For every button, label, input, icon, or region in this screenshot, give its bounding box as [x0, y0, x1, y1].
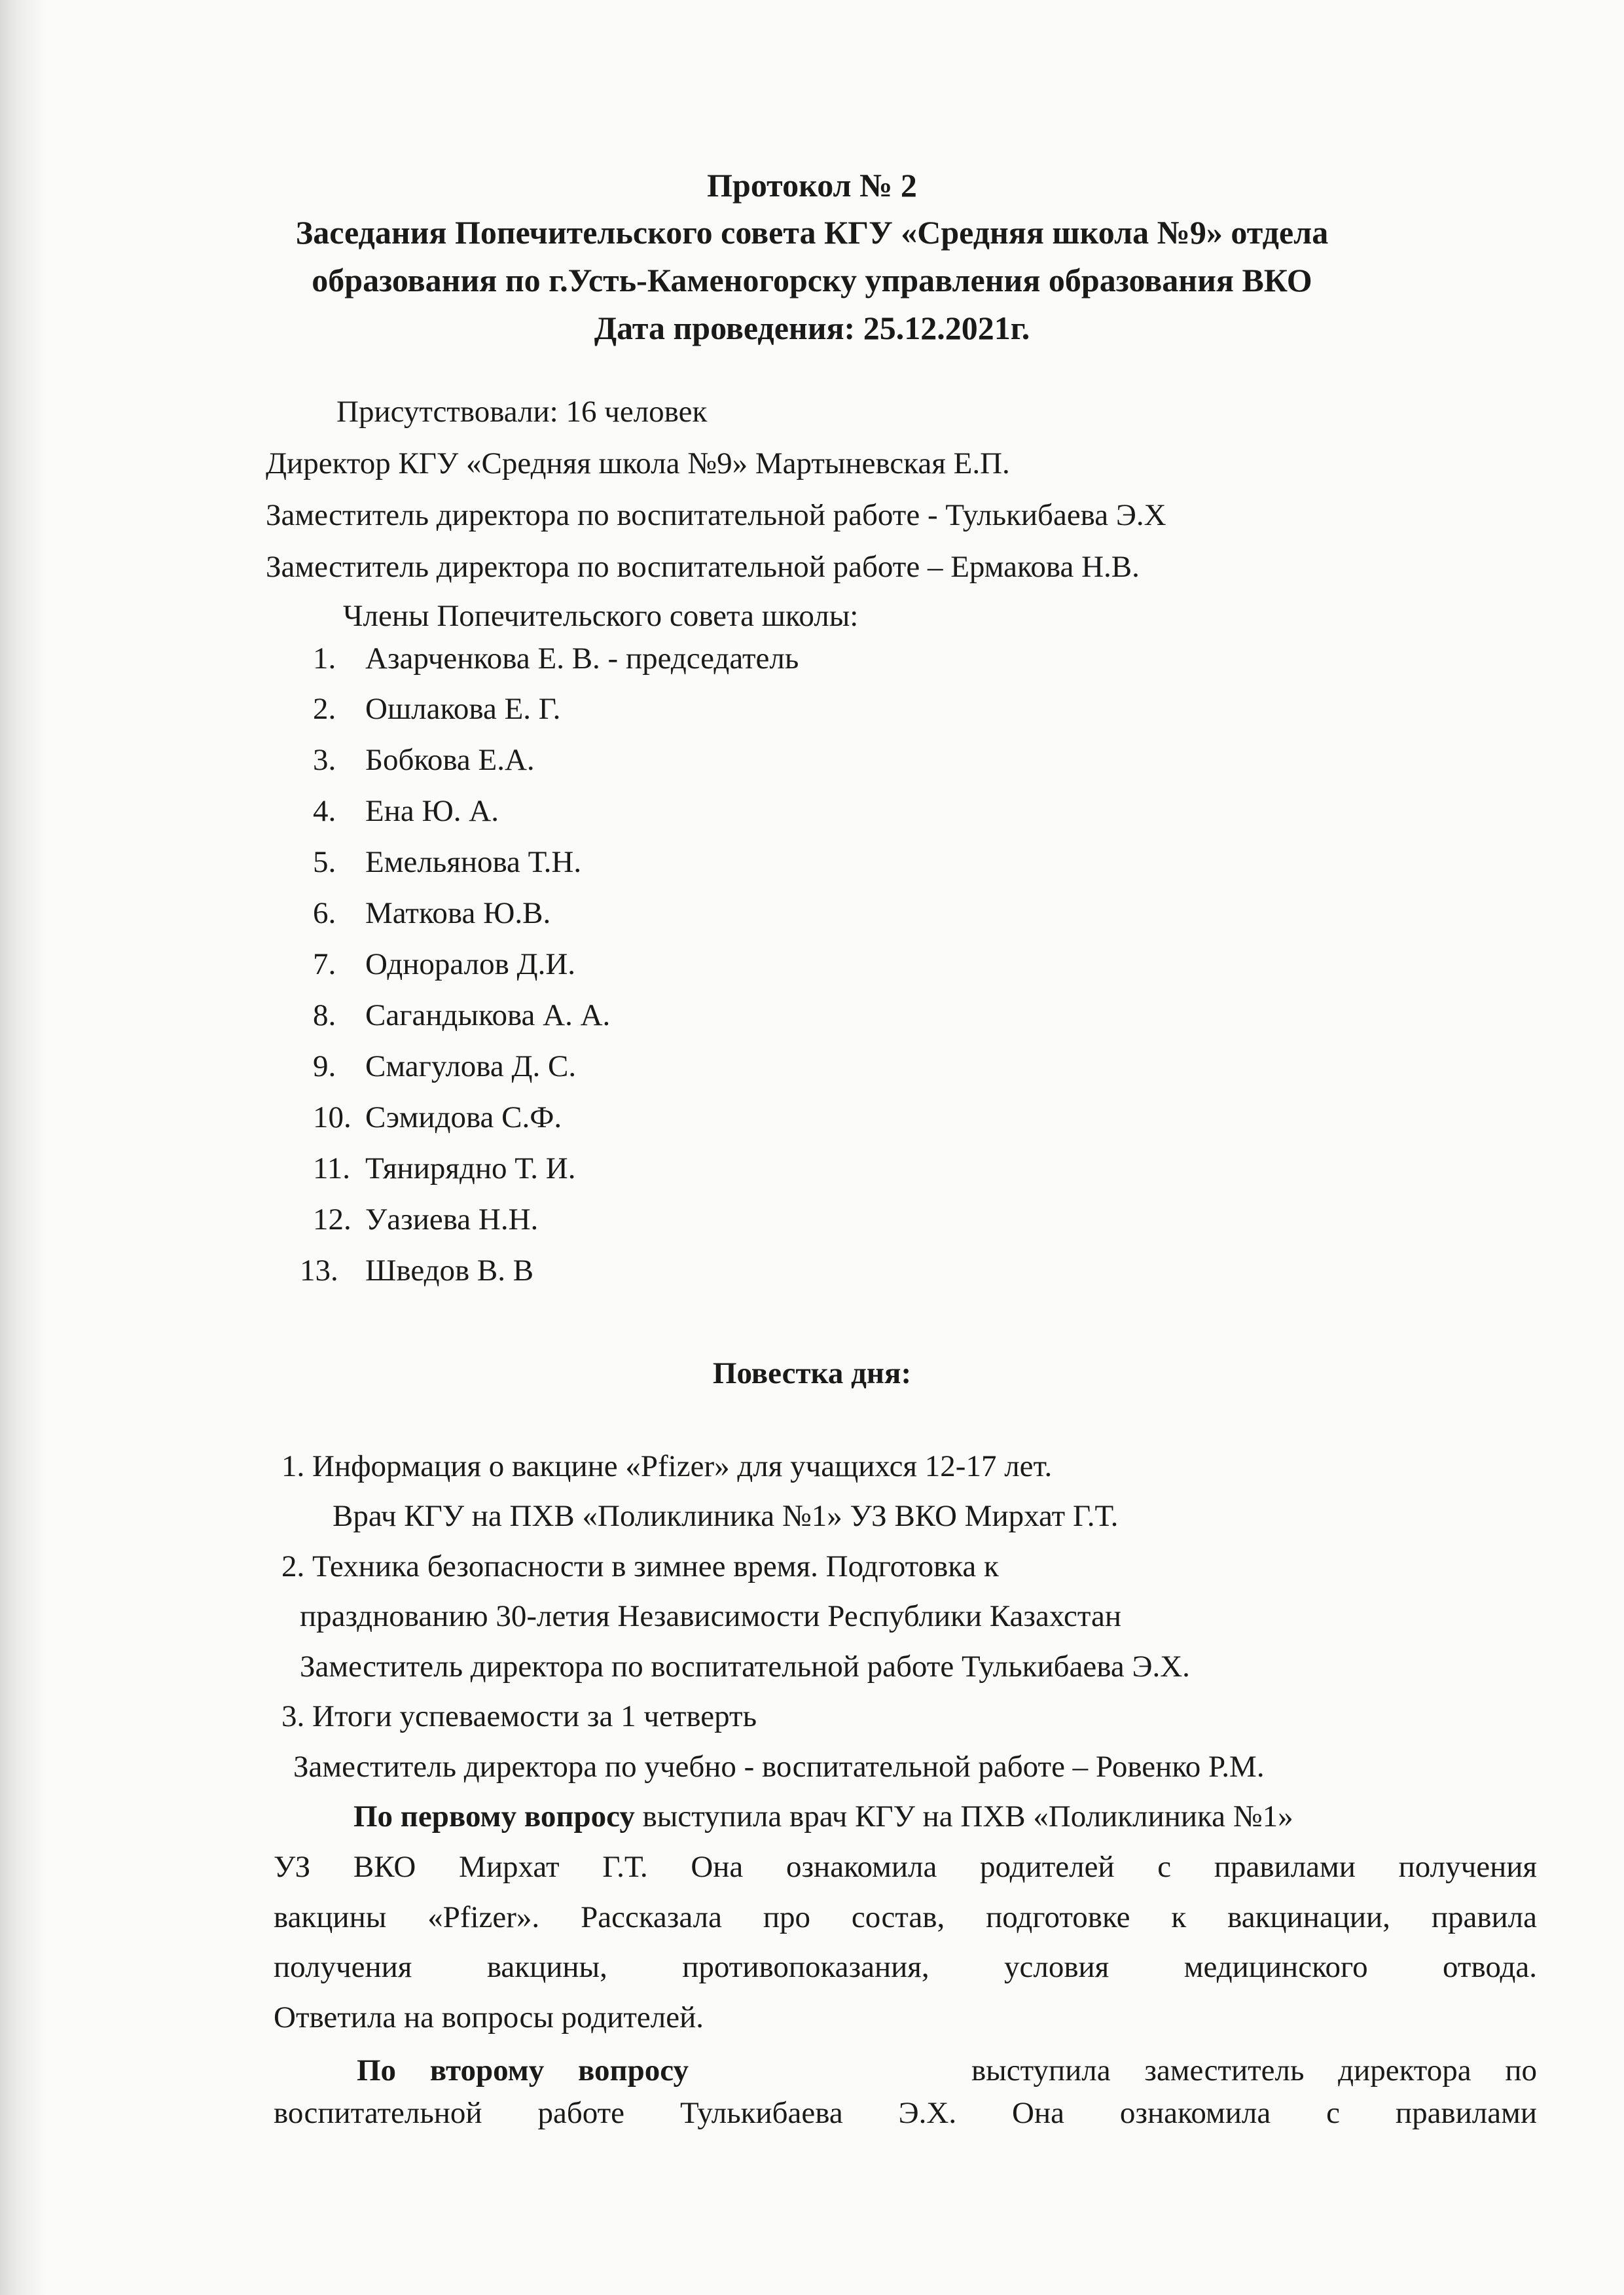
paragraph-2-text: выступила заместитель директора по [971, 2053, 1537, 2087]
list-item-name: Уазиева Н.Н. [365, 1202, 539, 1237]
director-line: Директор КГУ «Средняя школа №9» Мартыневская Е.П. [266, 446, 1010, 480]
list-item-number: 9. [313, 1049, 336, 1083]
list-item-name: Одноралов Д.И. [365, 947, 576, 981]
paragraph-2-line-1 [357, 2055, 1537, 2086]
paragraph-2-lead: По второму вопросу [357, 2053, 689, 2087]
list-item-number: 8. [313, 998, 336, 1032]
paragraph-1-lead: По первому вопросу [353, 1799, 635, 1834]
list-item [313, 949, 575, 980]
paragraph-2-line-2: воспитательной работе Тулькибаева Э.Х. Она ознакомила с правилами [274, 2096, 1537, 2130]
agenda-item-1: 1. Информация о вакцине «Pfizer» для учащихся 12-17 лет. [281, 1449, 1053, 1483]
agenda-item-3-speaker: Заместитель директора по учебно - воспитательной работе – Ровенко Р.М. [293, 1750, 1265, 1784]
list-item [313, 796, 499, 827]
present-count: Присутствовали: 16 человек [336, 395, 708, 429]
list-item-number: 7. [313, 947, 336, 981]
list-item-name: Сэмидова С.Ф. [365, 1100, 562, 1134]
agenda-item-1-speaker: Врач КГУ на ПХВ «Поликлиника №1» УЗ ВКО Мирхат Г.Т. [333, 1499, 1119, 1533]
paragraph-1-line-4: получения вакцины, противопоказания, условия медицинского отвода. [274, 1950, 1537, 1984]
paragraph-1-line-2: УЗ ВКО Мирхат Г.Т. Она ознакомила родителей с правилами получения [274, 1850, 1537, 1884]
list-item-number: 1. [313, 642, 336, 676]
list-item [313, 1051, 576, 1082]
list-item [313, 1153, 575, 1184]
list-item-name: Емельянова Т.Н. [365, 845, 582, 879]
list-item-name: Бобкова Е.А. [365, 743, 535, 777]
list-item [300, 1256, 533, 1286]
protocol-title: Протокол № 2 [707, 167, 917, 204]
meeting-subtitle-line-2: образования по г.Усть-Каменогорску управления образования ВКО [312, 262, 1312, 298]
deputy-line-2: Заместитель директора по воспитательной работе – Ермакова Н.В. [266, 550, 1140, 584]
list-item [313, 1000, 610, 1031]
list-item-number: 12. [313, 1202, 352, 1237]
paragraph-1-line-3: вакцины «Pfizer». Рассказала про состав, подготовке к вакцинации, правила [274, 1900, 1537, 1934]
list-item-number: 6. [313, 896, 336, 930]
list-item-name: Маткова Ю.В. [365, 896, 551, 930]
list-item [313, 745, 535, 776]
deputy-line-1: Заместитель директора по воспитательной работе - Тулькибаева Э.Х [266, 498, 1166, 532]
list-item-number: 10. [313, 1100, 352, 1134]
list-item-number: 2. [313, 692, 336, 726]
list-item-number: 11. [313, 1151, 351, 1185]
list-item-name: Шведов В. В [365, 1254, 534, 1288]
list-item [313, 1204, 538, 1235]
list-item-name: Смагулова Д. С. [365, 1049, 577, 1083]
list-item-name: Тянирядно Т. И. [365, 1151, 576, 1185]
list-item [313, 1102, 562, 1133]
list-item [313, 898, 550, 929]
list-item-number: 3. [313, 743, 336, 777]
agenda-item-2: 2. Техника безопасности в зимнее время. Подготовка к [281, 1549, 999, 1583]
list-item [313, 643, 799, 674]
list-item-number: 5. [313, 845, 336, 879]
list-item-name: Ошлакова Е. Г. [365, 692, 561, 726]
paragraph-1-text: выступила врач КГУ на ПХВ «Поликлиника №1» [634, 1799, 1293, 1834]
list-item-name: Сагандыкова А. А. [365, 998, 611, 1032]
agenda-item-2-speaker: Заместитель директора по воспитательной работе Тулькибаева Э.Х. [300, 1650, 1190, 1684]
list-item-number: 4. [313, 794, 336, 828]
list-item [313, 694, 560, 725]
members-heading: Члены Попечительского совета школы: [343, 599, 859, 633]
paragraph-1-line-5: Ответила на вопросы родителей. [274, 2000, 704, 2034]
list-item-name: Ена Ю. А. [365, 794, 499, 828]
agenda-item-2-continued: празднованию 30-летия Независимости Республики Казахстан [300, 1599, 1121, 1633]
meeting-subtitle-line-1: Заседания Попечительского совета КГУ «Средняя школа №9» отдела [295, 214, 1329, 251]
list-item-name: Азарченкова Е. В. - председатель [365, 642, 799, 676]
list-item [313, 847, 581, 878]
meeting-date: Дата проведения: 25.12.2021г. [594, 310, 1030, 346]
agenda-item-3: 3. Итоги успеваемости за 1 четверть [281, 1699, 757, 1733]
paragraph-1-line-1 [353, 1801, 1293, 1832]
list-item-number: 13. [300, 1254, 338, 1288]
agenda-heading: Повестка дня: [712, 1356, 912, 1390]
